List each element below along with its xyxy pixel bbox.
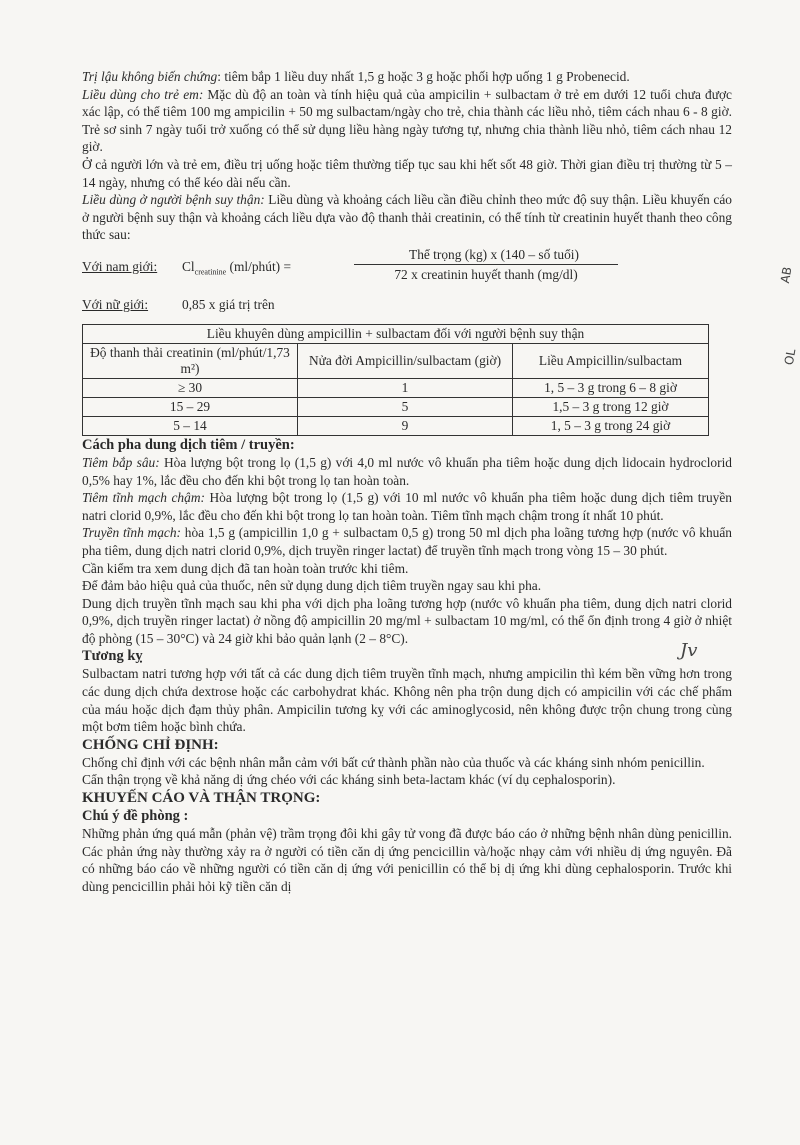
table-cell: 1, 5 – 3 g trong 24 giờ: [513, 416, 709, 435]
table-cell: 1, 5 – 3 g trong 6 – 8 giờ: [513, 378, 709, 397]
heading-caution: Chú ý đề phòng :: [82, 808, 189, 825]
table-cell: 9: [298, 416, 513, 435]
paragraph-contra-2: Cẩn thận trọng về khả năng dị ứng chéo với các kháng sinh beta-lactam khác (ví dụ cephalosporin).: [82, 772, 616, 788]
paragraph-check-dissolved: Cần kiểm tra xem dung dịch đã tan hoàn toàn trước khi tiêm.: [82, 560, 409, 576]
handwritten-initials: Jv: [680, 640, 698, 661]
heading-preparation: Cách pha dung dịch tiêm / truyền:: [82, 436, 295, 453]
text-infusion: hòa 1,5 g (ampicillin 1,0 g + sulbactam 0,5 g) trong 50 ml dịch pha loãng tương hợp (nước vô khuẩn pha tiêm, dung dịch natri clorid 0,9%, dịch truyền ringer lactat) để truyền tĩnh mạch trong vòng 15 – 30 phút.: [82, 525, 732, 558]
paragraph-infusion: [82, 524, 732, 559]
table-row: [83, 378, 709, 397]
table-header-row: [83, 343, 709, 378]
creatinine-formula: [82, 246, 732, 296]
paragraph-stability: Dung dịch truyền tĩnh mạch sau khi pha với dịch pha loãng tương hợp (nước vô khuẩn pha tiêm, dung dịch natri clorid 0,9%, dịch truyền ringer lactat) ở nồng độ ampicillin 20 mg/ml + sulbactam 10 mg/ml, có thể ổn định trong 4 giờ ở nhiệt độ phòng (15 – 30°C) và 24 giờ khi bảo quản lạnh (2 – 8°C).: [82, 595, 732, 646]
table-cell: 1: [298, 378, 513, 397]
text-gonorrhea: : tiêm bắp 1 liều duy nhất 1,5 g hoặc 3 g hoặc phối hợp uống 1 g Probenecid.: [217, 69, 630, 84]
table-caption: Liều khuyên dùng ampicillin + sulbactam đối với người bệnh suy thận: [83, 324, 709, 343]
paragraph-incompatibility: Sulbactam natri tương hợp với tất cả các dung dịch tiêm truyền tĩnh mạch, nhưng ampicilin thì kém bền vững hơn trong các dung dịch chứa dextrose hoặc các carbohydrat khác. Không nên pha trộn dung dịch có ampicilin với các chế phẩm của máu hoặc dịch đạm thủy phân. Ampicilin tương kỵ với các aminoglycosid, nên không được trộn chung trong cùng một bơm tiêm hoặc bình chứa.: [82, 666, 732, 735]
header-dose: Liều Ampicillin/sulbactam: [513, 343, 709, 378]
paragraph-renal-dose: [82, 191, 732, 244]
cl-main: Cl: [182, 258, 195, 274]
renal-dose-table: [82, 324, 709, 436]
female-value: 0,85 x giá trị trên: [182, 296, 275, 312]
paragraph-gonorrhea: [82, 68, 732, 86]
table-cell: 5: [298, 397, 513, 416]
margin-mark: OL: [781, 347, 799, 367]
formula-denominator: 72 x creatinin huyết thanh (mg/dl): [394, 266, 578, 282]
fraction-line: [354, 264, 618, 265]
label-infusion: Truyền tĩnh mạch:: [82, 525, 182, 541]
female-label: Với nữ giới:: [82, 296, 149, 312]
heading-contraindications: CHỐNG CHỈ ĐỊNH:: [82, 736, 219, 753]
female-formula: [82, 296, 732, 318]
male-label: Với nam giới:: [82, 258, 158, 274]
paragraph-treatment-duration: Ở cả người lớn và trẻ em, điều trị uống hoặc tiêm thường tiếp tục sau khi hết sốt 48 giờ. Thời gian điều trị thường từ 5 –14 ngày, nhưng có thể kéo dài nếu cần.: [82, 156, 732, 190]
header-clearance: Độ thanh thải creatinin (ml/phút/1,73 m²): [83, 343, 298, 378]
clearance-symbol: [182, 258, 291, 281]
text-renal-dose: Liều dùng và khoảng cách liều cần điều chỉnh theo mức độ suy thận. Liều khuyến cáo ở người bệnh suy thận và khoảng cách liều dựa vào độ thanh thải creatinin, có thể tính từ creatinin huyết thanh theo công thức sau:: [82, 192, 733, 243]
label-children-dose: Liều dùng cho trẻ em:: [82, 86, 204, 102]
table-cell: 15 – 29: [83, 397, 298, 416]
document-page: [82, 68, 732, 895]
paragraph-use-immediately: Để đảm bảo hiệu quả của thuốc, nên sử dụng dung dịch tiêm truyền ngay sau khi pha.: [82, 578, 542, 594]
text-children-dose: Mặc dù độ an toàn và tính hiệu quả của ampicilin + sulbactam ở trẻ em dưới 12 tuổi chưa được xác lập, có thể tiêm 100 mg ampicilin + 50 mg sulbactam/ngày cho trẻ, chia thành các liều nhỏ, tiêm cách nhau 6 - 8 giờ. Trẻ sơ sinh 7 ngày tuổi trở xuống có thể sử dụng liều hàng ngày tương tự, nhưng chia thành liều nhỏ, tiêm cách nhau 12 giờ.: [82, 86, 732, 155]
text-im: Hòa lượng bột trong lọ (1,5 g) với 4,0 ml nước vô khuẩn pha tiêm hoặc dung dịch lidocain hydroclorid 0,5% hay 1%, lắc đều cho đến khi bột trong lọ tan hoàn toàn.: [82, 454, 732, 488]
table-cell: 5 – 14: [83, 416, 298, 435]
paragraph-children-dose: [82, 86, 732, 156]
formula-numerator: Thể trọng (kg) x (140 – số tuổi): [409, 246, 579, 262]
cl-sub: creatinine: [194, 267, 227, 277]
margin-mark: AB: [777, 265, 795, 285]
table-cell: ≥ 30: [83, 378, 298, 397]
table-caption-row: [83, 324, 709, 343]
cl-unit: (ml/phút) =: [226, 258, 292, 274]
table-row: [83, 397, 709, 416]
paragraph-slow-iv: [82, 489, 732, 524]
heading-warnings: KHUYẾN CÁO VÀ THẬN TRỌNG:: [82, 790, 321, 807]
label-im: Tiêm bắp sâu:: [82, 454, 160, 470]
table-cell: 1,5 – 3 g trong 12 giờ: [513, 397, 709, 416]
label-gonorrhea: Trị lậu không biến chứng: [82, 69, 218, 84]
label-renal-dose: Liều dùng ở người bệnh suy thận:: [82, 192, 265, 208]
header-halflife: Nửa đời Ampicillin/sulbactam (giờ): [298, 343, 513, 378]
paragraph-contra-1: Chống chỉ định với các bệnh nhân mẫn cảm với bất cứ thành phần nào của thuốc và các kháng sinh nhóm penicillin.: [82, 754, 705, 770]
paragraph-im: [82, 454, 732, 489]
table-row: [83, 416, 709, 435]
text-slow-iv: Hòa lượng bột trong lọ (1,5 g) với 10 ml nước vô khuẩn pha tiêm hoặc dung dịch tiêm truyền natri clorid 0,9%, lắc đều cho đến khi bột trong lọ tan hoàn toàn. Tiêm tĩnh mạch chậm trong ít nhất 10 phút.: [82, 490, 733, 523]
paragraph-hypersensitivity: Những phản ứng quá mẫn (phản vệ) trầm trọng đôi khi gây tử vong đã được báo cáo ở những bệnh nhân dùng penicillin. Các phản ứng này thường xảy ra ở người có tiền căn dị ứng pencicillin và/hoặc nhạy cảm với nhiều dị ứng nguyên. Đã có những báo cáo về những người có tiền căn dị ứng với penicillin có thể bị dị ứng khi dùng cephalosporin. Trước khi dùng pencicillin phải hỏi kỹ tiền căn dị: [82, 826, 732, 894]
heading-incompatibility: Tương kỵ: [82, 648, 143, 665]
label-slow-iv: Tiêm tĩnh mạch chậm:: [82, 490, 205, 506]
